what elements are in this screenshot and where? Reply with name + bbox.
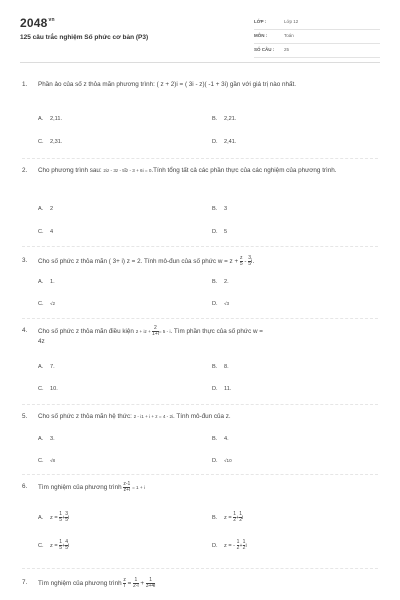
question-text-post: . Tính mô-đun của z. xyxy=(173,413,231,420)
option-a[interactable] xyxy=(38,116,62,122)
option-text: √10 xyxy=(224,458,232,463)
fraction: $\frac{1}{3+4i}$ xyxy=(145,577,156,589)
option-text: z = xyxy=(224,514,232,521)
meta-value-class: Lớp 12 xyxy=(284,19,299,24)
option-b[interactable]: B. z = $\frac{1}{2}$ + $\frac{1}{2}$ i xyxy=(212,511,244,523)
question-text-pre: Cho số phức z thỏa mãn ( 3+ i) z = 2. Tính mô-đun của số phức w = z + xyxy=(38,258,240,266)
meta-label-subject: MÔN : xyxy=(254,33,268,38)
question-number: 7. xyxy=(22,579,28,586)
question-1 xyxy=(22,80,378,145)
question-text-pre: Cho số phức z thỏa mãn điều kiện xyxy=(38,328,136,336)
question-stem xyxy=(22,80,378,89)
question-3 xyxy=(22,255,378,307)
option-b[interactable] xyxy=(212,206,227,212)
question-divider xyxy=(22,568,378,569)
option-key: B. xyxy=(212,514,218,521)
fraction: $\frac{1}{2}$ xyxy=(242,539,246,551)
question-7 xyxy=(22,578,378,589)
question-text: Phần ảo của số z thỏa mãn phương trình: ( z + 2)i = ( 3i - z)( -1 + 3i) gần với giá trị nào nhất. xyxy=(38,81,297,88)
meta-value-count: 25 xyxy=(284,47,290,52)
question-divider xyxy=(22,404,378,405)
option-key: D. xyxy=(212,542,218,549)
option-b[interactable] xyxy=(212,279,229,285)
meta-value-subject: Toán xyxy=(284,33,294,38)
option-text: √3 xyxy=(224,301,230,306)
option-text: z = - xyxy=(224,542,236,549)
option-key: D. xyxy=(212,458,218,464)
option-text: 11. xyxy=(224,386,232,392)
option-text: 2. xyxy=(224,279,229,285)
option-key: D. xyxy=(212,139,218,145)
question-divider xyxy=(22,158,378,159)
meta-row-subject xyxy=(254,31,380,44)
option-key: A. xyxy=(38,514,44,521)
question-stem xyxy=(22,166,378,175)
question-divider xyxy=(22,318,378,319)
option-key: C. xyxy=(38,542,44,549)
option-text: 2 xyxy=(50,206,54,212)
option-text: 5 xyxy=(224,229,228,235)
option-text: z = xyxy=(50,542,58,549)
brand-name: 2048 xyxy=(20,16,48,30)
question-text-pre: Tìm nghiệm của phương trình xyxy=(38,484,124,492)
option-b[interactable] xyxy=(212,116,236,122)
brand-logo[interactable] xyxy=(20,16,55,30)
question-divider xyxy=(22,246,378,247)
question-6 xyxy=(22,481,378,551)
option-key: B. xyxy=(212,436,218,442)
question-5 xyxy=(22,412,378,464)
question-2 xyxy=(22,166,378,235)
option-key: D. xyxy=(212,386,218,392)
meta-row-class xyxy=(254,17,380,30)
equation-rhs: = 5 - i xyxy=(158,329,171,335)
option-d[interactable] xyxy=(212,229,227,235)
fraction: $\frac{3}{5}$ xyxy=(248,255,252,267)
option-text: √2 xyxy=(50,301,56,306)
option-d[interactable]: D. z = - $\frac{1}{2}$ + $\frac{1}{2}$ i xyxy=(212,539,247,551)
option-key: B. xyxy=(212,279,218,285)
option-text: 8. xyxy=(224,364,229,370)
fraction: $\frac{4}{5}$ xyxy=(65,539,69,551)
option-c[interactable] xyxy=(38,386,58,392)
question-number: 2. xyxy=(22,167,28,174)
option-text: 10. xyxy=(50,386,58,392)
question-text-post: .Tính tổng tất cả các phần thực của các nghiệm của phương trình. xyxy=(151,167,337,174)
fraction: $\frac{z}{5}$ xyxy=(239,255,243,267)
fraction: $\frac{2}{1+i}$ xyxy=(152,325,159,337)
option-key: C. xyxy=(38,458,44,464)
option-key: D. xyxy=(212,301,218,307)
meta-box xyxy=(254,17,380,59)
meta-label-class: LỚP : xyxy=(254,19,267,24)
question-number: 3. xyxy=(22,257,28,264)
header-divider xyxy=(20,62,380,63)
fraction: $\frac{1}{2-i}$ xyxy=(133,577,139,589)
question-text-post: i. xyxy=(251,258,255,266)
meta-label-count: SỐ CÂU : xyxy=(254,47,275,52)
option-text: 4. xyxy=(224,436,229,442)
question-text-post: . Tìm phần thực của số phức w = xyxy=(170,328,263,336)
fraction: $\frac{z-1}{z+i}$ xyxy=(123,481,131,493)
option-text: 2,31. xyxy=(50,139,63,145)
option-a[interactable] xyxy=(38,206,53,212)
question-number: 5. xyxy=(22,413,28,420)
option-text: z = xyxy=(50,514,58,521)
option-text: 7. xyxy=(50,364,55,370)
option-key: A. xyxy=(38,279,44,285)
option-d[interactable] xyxy=(212,458,232,464)
option-c[interactable] xyxy=(38,458,55,464)
option-key: B. xyxy=(212,364,218,370)
fraction: $\frac{1}{2}$ xyxy=(236,539,240,551)
question-stem xyxy=(22,412,378,421)
option-key: C. xyxy=(38,229,44,235)
option-d[interactable] xyxy=(212,386,231,392)
brand-suffix: vn xyxy=(48,17,55,23)
fraction: $\frac{1}{2}$ xyxy=(233,511,236,523)
option-text: 2,41. xyxy=(224,139,237,145)
equation-rhs: = 1 + i xyxy=(132,485,145,491)
equation: 2 - i1 + i + z = 4 - 2i xyxy=(133,414,174,419)
option-key: C. xyxy=(38,386,44,392)
question-stem: 3. Cho số phức z thỏa mãn ( 3+ i) z = 2. Tính mô-đun của số phức w = z + $\frac{z}{5}$ - $\frac{3}{5}$ i. xyxy=(22,255,255,267)
question-text-pre: Cho số phức z thỏa mãn hệ thức: xyxy=(38,413,134,420)
option-key: A. xyxy=(38,206,44,212)
option-c[interactable] xyxy=(38,139,62,145)
fraction: $\frac{z}{i}$ xyxy=(123,577,126,589)
option-c[interactable] xyxy=(38,301,55,307)
option-text: √8 xyxy=(50,458,56,463)
option-text: 2,11. xyxy=(50,116,63,122)
question-stem xyxy=(22,326,378,346)
option-key: C. xyxy=(38,139,44,145)
option-text: 4 xyxy=(50,229,54,235)
option-key: A. xyxy=(38,436,44,442)
fraction: $\frac{1}{5}$ xyxy=(59,539,62,551)
question-stem xyxy=(22,482,378,493)
option-b[interactable] xyxy=(212,436,229,442)
question-stem: 7. Tìm nghiệm của phương trình $\frac{z}{i}$ = $\frac{1}{2-i}$ + $\frac{1}{3+4i}$ xyxy=(22,577,156,589)
meta-row-count xyxy=(254,45,380,58)
equation: 2 + iz + xyxy=(135,329,153,335)
option-text: 3. xyxy=(50,436,55,442)
option-key: D. xyxy=(212,229,218,235)
option-text: 1. xyxy=(50,279,55,285)
question-text-pre: Tìm nghiệm của phương trình xyxy=(38,580,124,588)
option-c[interactable] xyxy=(38,229,53,235)
option-key: C. xyxy=(38,301,44,307)
fraction: $\frac{3}{5}$ xyxy=(65,511,69,523)
option-key: A. xyxy=(38,116,44,122)
option-d[interactable] xyxy=(212,139,236,145)
option-c[interactable]: C. z = $\frac{1}{5}$ + $\frac{4}{5}$ i xyxy=(38,539,70,551)
option-text: 3 xyxy=(224,206,228,212)
fraction: $\frac{1}{5}$ xyxy=(59,511,62,523)
option-a[interactable] xyxy=(38,436,55,442)
question-number: 6. xyxy=(22,483,28,490)
question-text-line2: 4z xyxy=(38,338,45,345)
equation: 2iz - 3z - 5i̅z - 3 + 6i = 0 xyxy=(103,168,152,173)
option-a[interactable] xyxy=(38,279,55,285)
option-d[interactable] xyxy=(212,301,229,307)
option-b[interactable] xyxy=(212,364,229,370)
question-text-pre: Cho phương trình sau: xyxy=(38,167,104,174)
option-key: B. xyxy=(212,206,218,212)
document-title: 125 câu trắc nghiệm Số phức cơ bản (P3) xyxy=(20,34,149,41)
option-key: A. xyxy=(38,364,44,370)
option-a[interactable] xyxy=(38,364,55,370)
question-divider xyxy=(22,474,378,475)
option-a[interactable]: A. z = $\frac{1}{5}$ + $\frac{3}{5}$ i xyxy=(38,511,70,523)
question-number: 1. xyxy=(22,81,28,88)
option-text: 2,21. xyxy=(224,116,237,122)
fraction: $\frac{1}{2}$ xyxy=(239,511,243,523)
question-4 xyxy=(22,325,378,392)
option-key: B. xyxy=(212,116,218,122)
question-number: 4. xyxy=(22,327,28,334)
